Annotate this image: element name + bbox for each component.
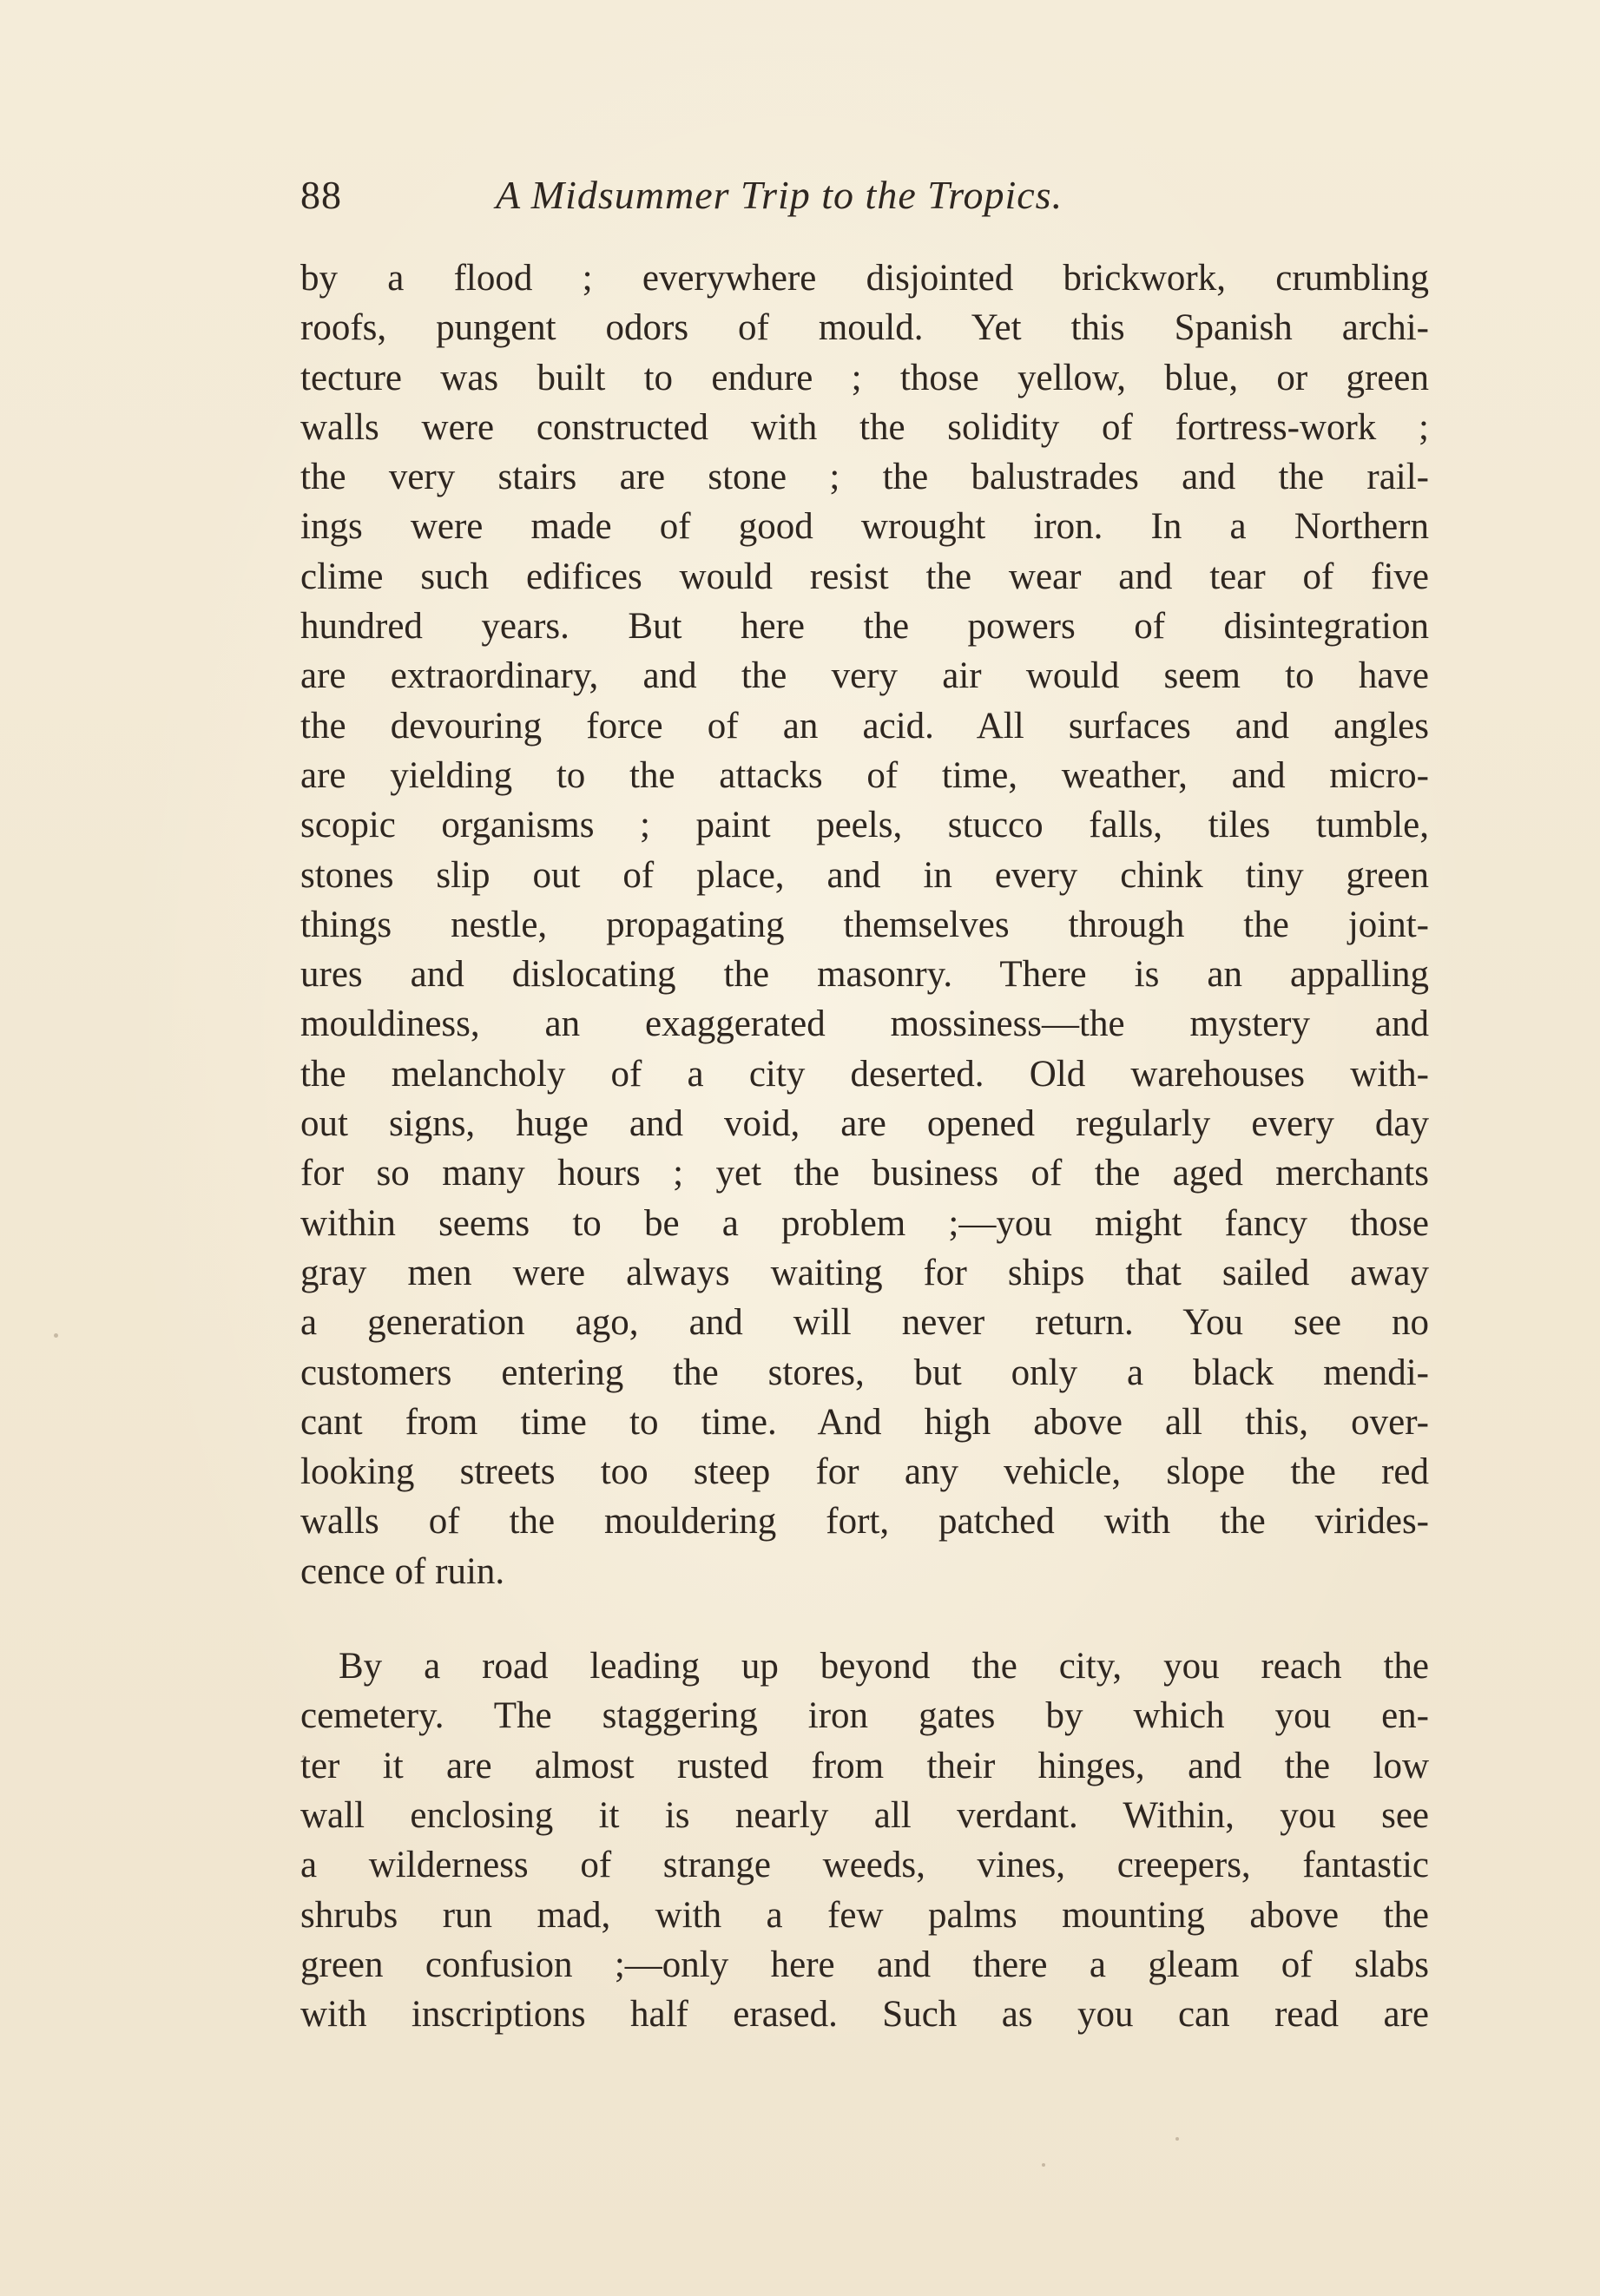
paper-speck (54, 1333, 58, 1338)
running-title: A Midsummer Trip to the Tropics. (496, 173, 1063, 217)
text-line: tecture was built to endure ; those yellow, blue, or green (300, 357, 1429, 398)
text-line: green confusion ;—only here and there a gleam of slabs (300, 1944, 1429, 1985)
text-line: walls of the mouldering fort, patched with the virides- (300, 1501, 1429, 1543)
text-line: out signs, huge and void, are opened regularly every day (300, 1103, 1429, 1145)
text-line: scopic organisms ; paint peels, stucco falls, tiles tumble, (300, 805, 1429, 846)
paragraph (300, 253, 1429, 1596)
text-line: wall enclosing it is nearly all verdant. Within, you see (300, 1794, 1429, 1836)
paper-speck (302, 1755, 305, 1758)
text-line: cence of ruin. (300, 1550, 505, 1592)
text-line: for so many hours ; yet the business of the aged merchants (300, 1153, 1429, 1194)
text-line: ter it are almost rusted from their hinges, and the low (300, 1745, 1429, 1786)
text-line: ures and dislocating the masonry. There is an appalling (300, 954, 1429, 996)
text-line: the melancholy of a city deserted. Old warehouses with- (300, 1053, 1429, 1095)
paragraph-gap (300, 1596, 1429, 1641)
text-line: mouldiness, an exaggerated mossiness—the mystery and (300, 1003, 1429, 1045)
paragraph (300, 1641, 1429, 2039)
text-line: cemetery. The staggering iron gates by which you en- (300, 1695, 1429, 1737)
body-text (300, 253, 1429, 2039)
text-line: roofs, pungent odors of mould. Yet this Spanish archi- (300, 307, 1429, 349)
text-line: by a flood ; everywhere disjointed brickwork, crumbling (300, 258, 1429, 299)
text-line: cant from time to time. And high above all this, over- (300, 1401, 1429, 1443)
text-line: By a road leading up beyond the city, you reach the (339, 1646, 1429, 1687)
paper-speck (1042, 2163, 1045, 2167)
text-line: shrubs run mad, with a few palms mounting above the (300, 1894, 1429, 1936)
text-line: a wilderness of strange weeds, vines, creepers, fantastic (300, 1845, 1429, 1886)
text-line: hundred years. But here the powers of disintegration (300, 606, 1429, 648)
text-line: are yielding to the attacks of time, weather, and micro- (300, 754, 1429, 796)
text-line: customers entering the stores, but only a black mendi- (300, 1352, 1429, 1393)
running-head (300, 165, 1429, 226)
text-line: looking streets too steep for any vehicle, slope the red (300, 1451, 1429, 1493)
text-line: things nestle, propagating themselves through the joint- (300, 904, 1429, 945)
page-number: 88 (300, 173, 342, 217)
text-line: ings were made of good wrought iron. In a Northern (300, 506, 1429, 548)
text-line: with inscriptions half erased. Such as you can read are (300, 1994, 1429, 2036)
paper-speck (1175, 2137, 1179, 2141)
text-line: within seems to be a problem ;—you might fancy those (300, 1202, 1429, 1244)
text-line: are extraordinary, and the very air would seem to have (300, 655, 1429, 697)
text-line: stones slip out of place, and in every chink tiny green (300, 854, 1429, 896)
text-line: walls were constructed with the solidity of fortress-work ; (300, 406, 1429, 448)
text-line: gray men were always waiting for ships that sailed away (300, 1252, 1429, 1293)
text-line: the devouring force of an acid. All surfaces and angles (300, 705, 1429, 747)
text-line: a generation ago, and will never return. You see no (300, 1302, 1429, 1344)
text-line: clime such edifices would resist the wear and tear of five (300, 556, 1429, 597)
text-line: the very stairs are stone ; the balustrades and the rail- (300, 457, 1429, 498)
